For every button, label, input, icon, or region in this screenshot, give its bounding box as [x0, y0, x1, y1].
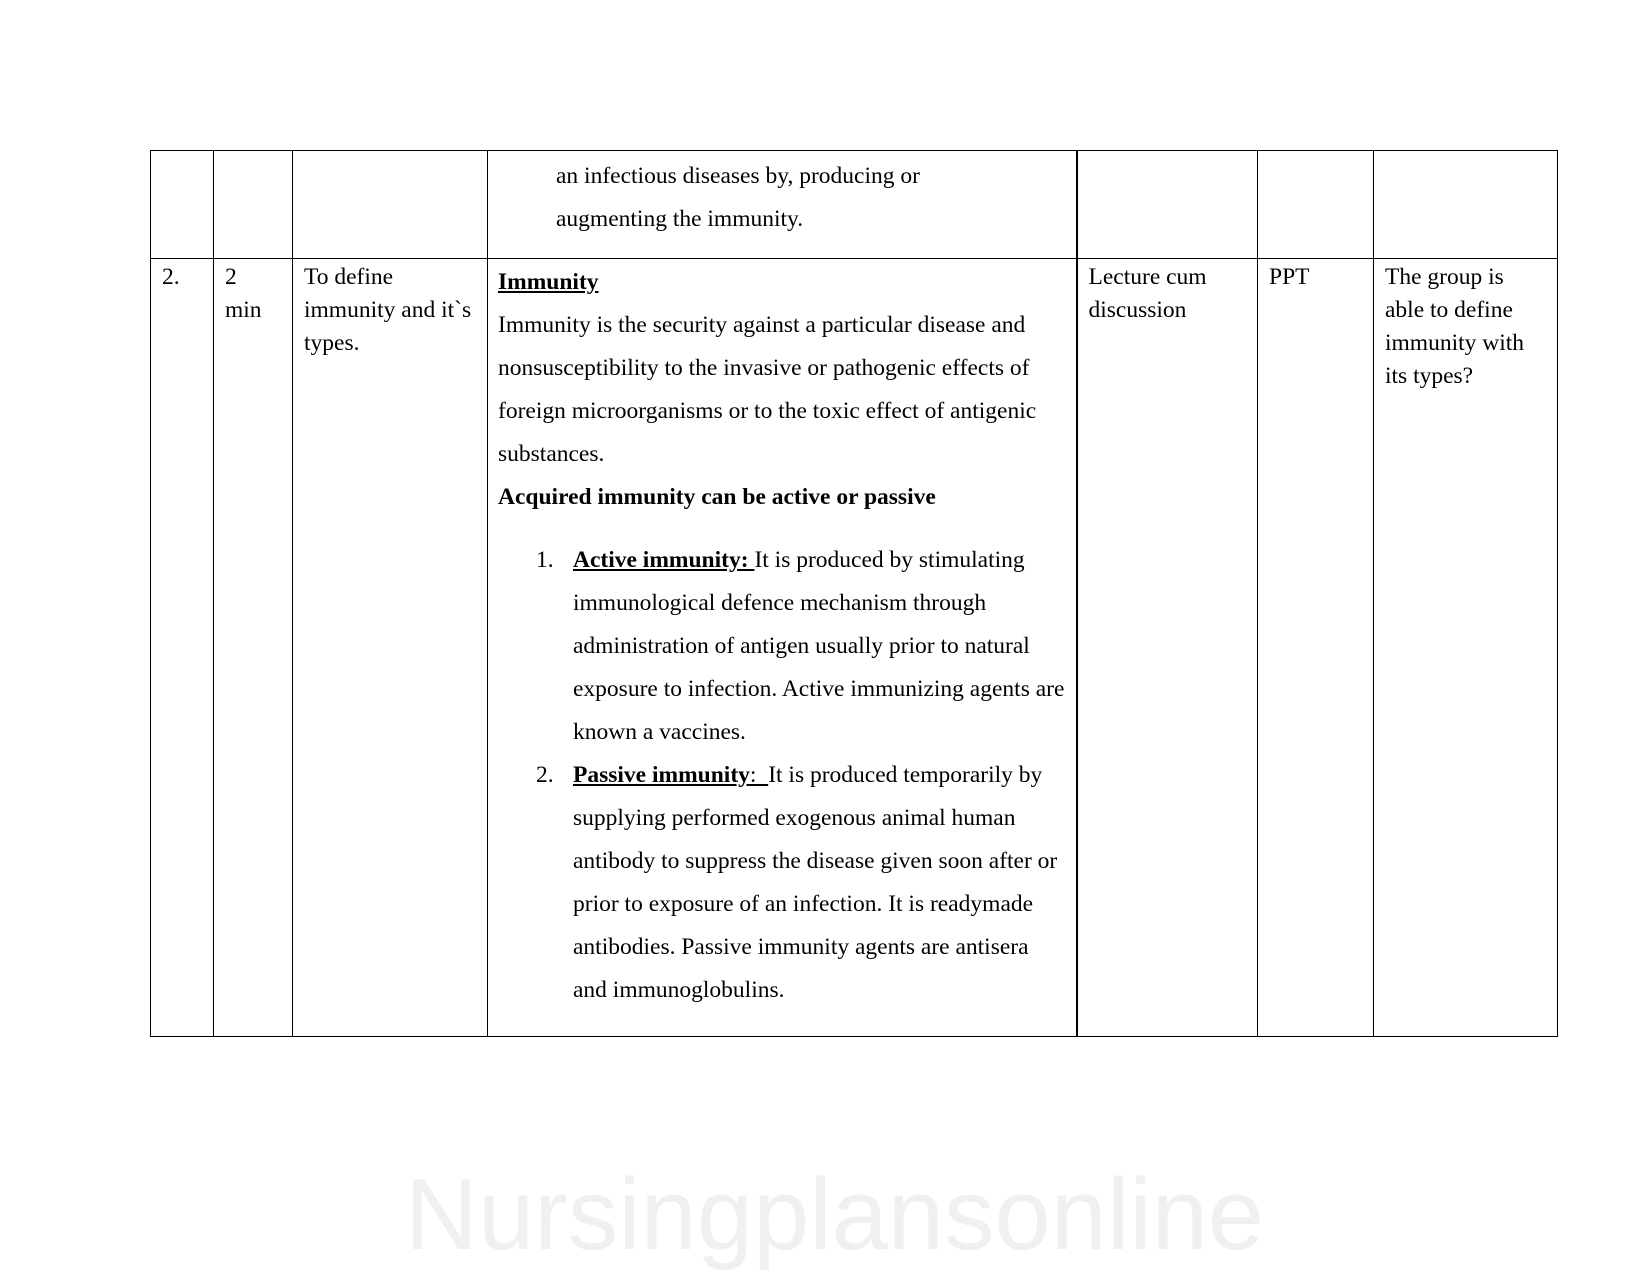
serial-number: 2. — [162, 264, 180, 290]
content-subheading: Acquired immunity can be active or passive — [498, 484, 936, 510]
evaluation-cell-empty — [1374, 151, 1558, 259]
immunity-types-list — [498, 539, 1068, 1012]
list-text: It is produced temporarily by supplying performed exogenous animal human antibody to suppress the disease given soon after or prior to exposure of an infection. It is readymade antibodies. Passive immunity agents are antisera and immunoglobulins. — [573, 762, 1058, 1003]
list-number: 1. — [536, 547, 554, 573]
list-item — [498, 539, 1068, 754]
continuation-line: an infectious diseases by, producing or — [556, 163, 920, 189]
sno-cell — [151, 259, 214, 1037]
lesson-plan-table — [150, 150, 1558, 1037]
list-item — [498, 754, 1068, 1012]
table-row — [151, 259, 1558, 1037]
method-cell-empty — [1077, 151, 1258, 259]
time-unit: min — [225, 297, 262, 323]
content-cell-continuation — [488, 151, 1077, 259]
list-term: Active immunity: — [573, 547, 749, 573]
list-text: It is produced by stimulating immunological defence mechanism through administration of antigen usually prior to natural exposure to infection. Active immunizing agents are known a vaccines. — [573, 547, 1065, 745]
content-heading: Immunity — [498, 269, 599, 295]
method-cell — [1077, 259, 1258, 1037]
time-cell-empty — [214, 151, 293, 259]
table-row-continuation — [151, 151, 1558, 259]
list-term-colon: : — [749, 762, 757, 788]
av-aid: PPT — [1269, 264, 1310, 290]
objective-cell-empty — [293, 151, 488, 259]
time-cell — [214, 259, 293, 1037]
objective-text: To define immunity and it`s types. — [304, 264, 472, 356]
content-definition: Immunity is the security against a particular disease and nonsusceptibility to the invasive or pathogenic effects of foreign microorganisms or to the toxic effect of antigenic substances. — [498, 312, 1037, 467]
evaluation-text: The group is able to define immunity with its types? — [1385, 264, 1525, 389]
teaching-method: Lecture cum discussion — [1088, 264, 1207, 323]
aid-cell-empty — [1258, 151, 1374, 259]
content-cell — [488, 259, 1077, 1037]
evaluation-cell — [1374, 259, 1558, 1037]
sno-cell-empty — [151, 151, 214, 259]
continuation-line: augmenting the immunity. — [556, 206, 804, 232]
watermark: Nursingplansonline — [405, 1159, 1265, 1271]
aid-cell — [1258, 259, 1374, 1037]
list-number: 2. — [536, 762, 554, 788]
list-term: Passive immunity — [573, 762, 750, 788]
time-value: 2 — [225, 264, 237, 290]
objective-cell — [293, 259, 488, 1037]
